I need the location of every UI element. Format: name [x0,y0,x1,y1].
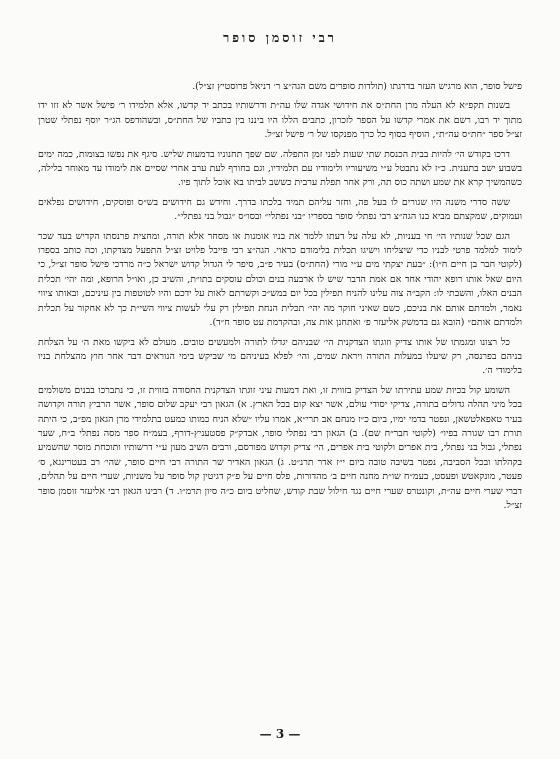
paragraph-prayer-habits: דרכו בקודש הי׳ להיות בבית הכנסת שתי שעות לפני זמן התפלה. שם שפך תחנוניו בדמעות שליש. סיגף את נפשו בצומות, כמה ימים בשבוע ישב בתענית. כ״ז לא נתבטל ע״י משיעוריו ולימודיו עם תלמידיו, וגם בחורף לעת ערב אחרי שסיים את לימודו עד מאוחר בלילה, כשהמשיך קרא את שמע ושתה כוס תה, ורק אחר תפלת ערבית כששב לביתו בא אוכל לתוך פיו. [38,148,522,189]
paragraph-sons-list: השומע קול בכיות שמע עתירתו של הצדיק בזווית זו, ואת דמעות עיני זוגתו הצדקנית החסודה בזווית זו, כי נתברכו בבנים משולמים בכל מיני תהלה גדולים בתורה, צדיקי יסודי עולם, אשר יצא קום בכל הארץ. א) הגאון רבי יעקב שלום סופר, אשר הרביץ תורה וקדושה בעיר טאפאלטשאן, ונפטר בדמי ימיו, ביום כ״ז מנחם אב תרי״א, אמרו עליו ״שלא הניח כמותו כמעט בתלמידי מרן הגאון מפ״ב, כי היתה תורת רבו שגורה בפיו״ (לקוטי חבר״ח שם). ב) הגאון רבי נפתלי סופר, אבדק״ק פסטעניץ-דורף, בעמ״ח ספר מסה נפתלי ב״ח, שער נפתלי, גבול בני נפתלי, בית אפרים ולקוטי בית אפרים, הי׳ צדיק וקדוש מפורסם, ורבים השיב מעון ע״י דרשותיו ותוכחת מוסר שהשמיע בקהלתו ובכל הסביבה, נפטר בשיבה טובה ביום י״ז אדר תרנ״ט. ג) הגאון האדיר שר התורה רבי חיים סופר, שהי׳ רב בעטרינגא, ס׳ פעטר, מונקאטש ופעסט, בעמ״ח שו״ת מחנה חיים ב׳ מהדורות, פלס חיים על פ״ק דגיטין קול סופר על משניות, שערי חיים על תהלים, דברי שערי חיים עה״ת, וקונטרס שערי חיים נגד חילול שבת קודש, שחליט ביום כ״ה סיון תרמ״ו. ד) רבינו הגאון רבי אליעזר זוסמן סופר זצ״ל. [38,384,522,511]
paragraph-parents-wish: כל רצונו ומגמתו של אותו צדיק וזוגתו הצדקנית הי׳ שבניהם יגדלו לתורה ולמעשים טובים. מעולם לא ביקשו מאת ה׳ על הצלחת בניהם בפרנסה, רק שיעלו במעלות התורה ויראת שמים, והי׳ לפלא בעיניהם מי שביקש בימי הנוראים דבר אחר חוץ מהצלחת בניו בלימודי ה׳. [38,336,522,377]
running-head: רבי זוסמן סופר [223,30,337,45]
paragraph-intro: פישל סופר, הוא מרגיש העזר בדרגתו (תולדות סופרים משם הגה״צ ר׳ דניאל פרוסטיץ זצ״ל). [192,81,522,92]
paragraph-torah-notes: בשנות תקפ״א לא העלה מרן החת״ס את חידושי אגדה שלו עה״ת ודרשותיו בכתב יד קדשו, אלא תלמידו ר׳ פישל אשר לא זזו ידו מתוך יד רבו, רשם את אמרי קדשו על הספר לזכרון, כתבים הללו היו ביננו בין כתביו של החת״ס, ובשהודפס הג״ר יוסף נפתלי שטרן זצ״ל ספר ״חת״ס עה״ת״, הוסיף בסוף כל כרך מפנקסו של ר׳ פישל זצ״ל. [38,100,522,141]
paragraph-children-education: הגם שכל שנותיו הי׳ חי בעניות, לא עלה על דעתו ללמד את בניו אומנות או מסחר אלא תורה, ומחצית פרנסתו הקדיש בעד שכר לימוד למלמד פרטי לבניו כדי שיצליחו וישיגו תכלית בלימודם כראוי. הגה״צ רבי פייבל פלויט זצ״ל התפעל מצדקתו, וכה כותב בספרו (לקוטי חבר בן חיים ח״ו): ״בעת יצקתי מים ע״י מורי (החת״ס) בעיר פ״ב, סיפר לי הגדול קדוש ישראל כ״ה מרדכי פישל סופר זצ״ל, כי היום שאל אותו רופא יהודי אחד אם אמת הדבר שיש לו ארבעה בנים וכולם עוסקים בתו״ת, והשיב כן, ואו״ל הרופא, ומה יהי׳ תכלית הבנים האלו, והשבתי לו: הקב״ה צוה עלינו להניח תפילין בכל יום במש״כ וקשרתם לאות על ידכם והיו לטוטפות בין עיניכם, ובאותו ציווי נאמר, ולמדתם אותם את בניכם, כשם שאיני חוקר מה יהי׳ תכלית הנחת תפילין רק עלי לעשות ציווי השי״ת כך לא אחקור על תכלית ולמדתם אותם״ (הובא גם בדמשק אליעזר פ׳ ואתחנן אות צה, ובהקדמת עט סופר ח״ד). [38,230,522,329]
paragraph-mishna-learning: ששה סדרי משנה היו שגורים לו בעל פה, וחזר עליהם תמיד בלכתו בדרך. וחידש גם חידושים בש״ס ופוסקים, חידושים נפלאים ועמוקים, שמקצתם מביא בנו הגה״צ רבי נפתלי סופר בספריו ״בני נפתלי״ ובסו״ס ״גבול בני נפתלי״. [38,196,522,223]
page-number: — 3 — [259,727,301,741]
